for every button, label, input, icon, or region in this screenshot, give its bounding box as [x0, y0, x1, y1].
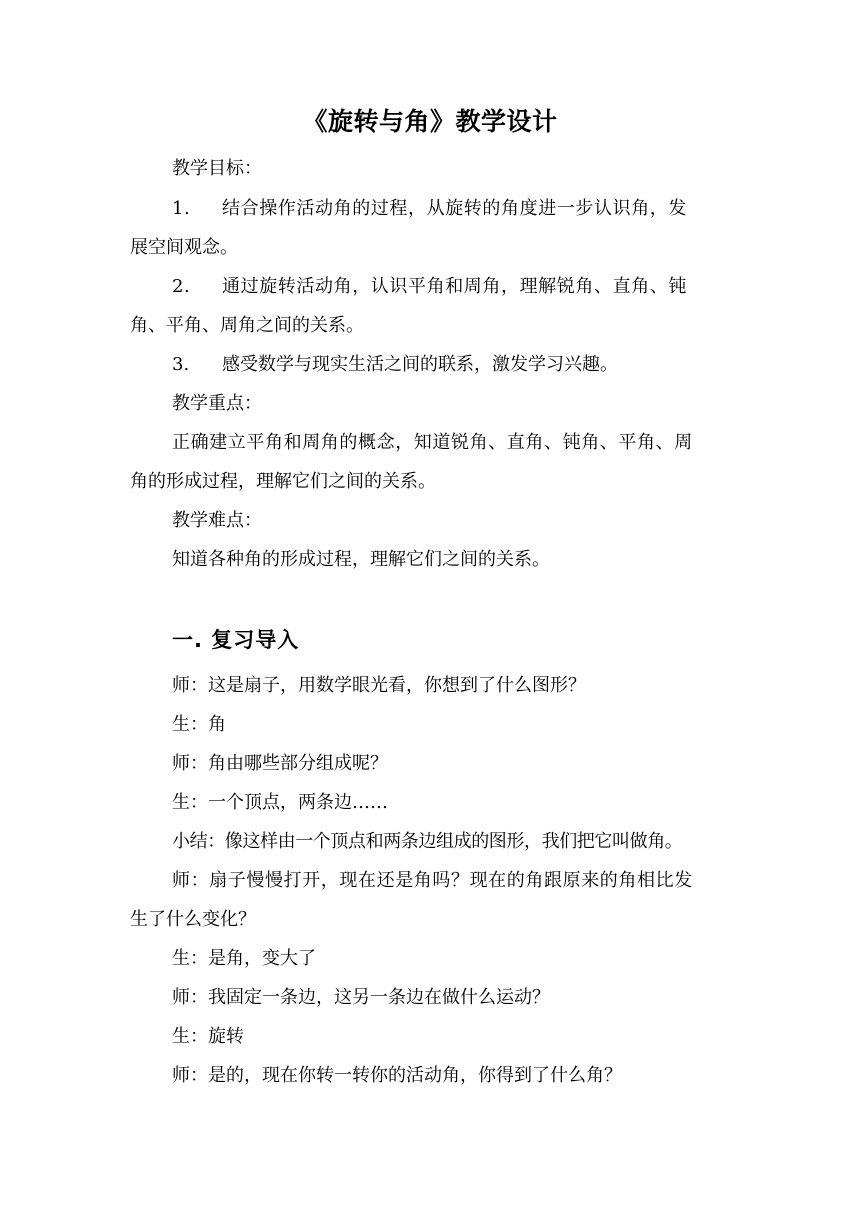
- objective-2-number: 2.: [172, 276, 191, 297]
- dialogue-line: 师：这是扇子，用数学眼光看，你想到了什么图形？: [172, 675, 586, 696]
- dialogue-line: 师：扇子慢慢打开，现在还是角吗？现在的角跟原来的角相比发: [172, 870, 693, 891]
- dialogue-line: 生：角: [172, 714, 226, 735]
- objective-1: [130, 191, 772, 227]
- objective-3: [130, 347, 772, 383]
- dialogue-line: 师：角由哪些部分组成呢？: [172, 753, 388, 774]
- dialogue-line: 师：我固定一条边，这另一条边在做什么运动？: [172, 987, 550, 1008]
- dialogue-line-continuation: 生了什么变化？: [130, 909, 256, 930]
- section-heading-review: 一. 复习导入: [172, 628, 300, 652]
- objective-3-number: 3.: [172, 354, 190, 375]
- dialogue-line: 生：旋转: [172, 1026, 244, 1047]
- dialogue-line: 生：是角，变大了: [172, 948, 316, 969]
- objective-1-continuation: 展空间观念。: [130, 237, 238, 258]
- objective-3-text: 感受数学与现实生活之间的联系，激发学习兴趣。: [222, 354, 618, 375]
- objective-1-text: 结合操作活动角的过程，从旋转的角度进一步认识角，发: [222, 198, 687, 219]
- objectives-label: 教学目标：: [172, 158, 262, 179]
- key-points-text-line2: 角的形成过程，理解它们之间的关系。: [130, 471, 436, 492]
- document-title: 《旋转与角》教学设计: [302, 107, 558, 136]
- objective-1-number: 1.: [172, 198, 191, 219]
- summary-line: 小结：像这样由一个顶点和两条边组成的图形，我们把它叫做角。: [172, 831, 683, 852]
- dialogue-line: 生：一个顶点，两条边……: [172, 792, 388, 813]
- dialogue-line: 师：是的，现在你转一转你的活动角，你得到了什么角？: [172, 1065, 622, 1086]
- key-points-label: 教学重点：: [172, 393, 262, 414]
- objective-2-continuation: 角、平角、周角之间的关系。: [130, 315, 364, 336]
- objective-2: [130, 269, 772, 305]
- key-points-text-line1: 正确建立平角和周角的概念，知道锐角、直角、钝角、平角、周: [172, 432, 693, 453]
- difficulties-label: 教学难点：: [172, 510, 262, 531]
- objective-2-text: 通过旋转活动角，认识平角和周角，理解锐角、直角、钝: [222, 276, 687, 297]
- difficulties-text: 知道各种角的形成过程，理解它们之间的关系。: [172, 549, 550, 570]
